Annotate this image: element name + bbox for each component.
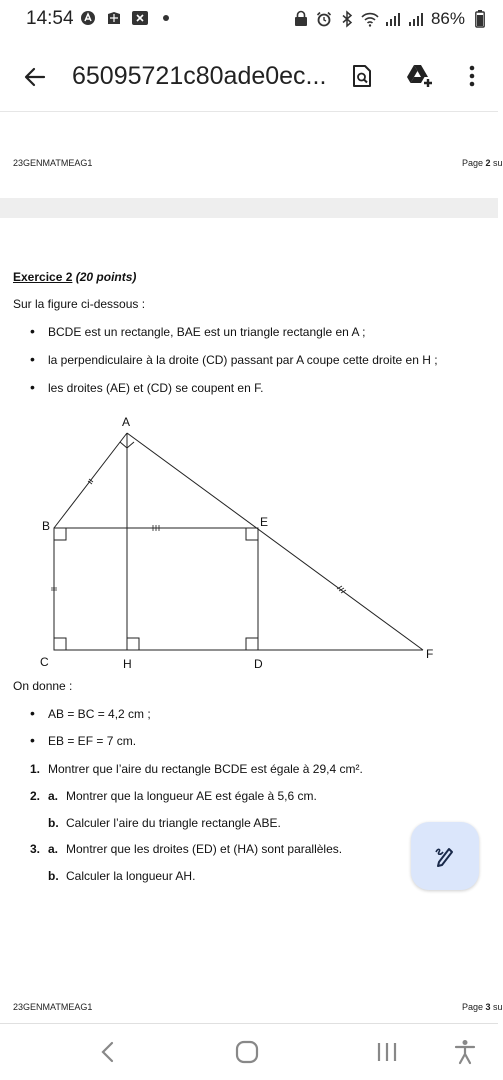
- list-item: • EB = EF = 7 cm.: [30, 732, 137, 748]
- status-right-icons: [293, 9, 488, 29]
- label-a: A: [122, 415, 131, 429]
- nav-back-button[interactable]: [90, 1036, 126, 1068]
- label-f: F: [426, 647, 434, 661]
- nav-home-icon: [235, 1040, 259, 1064]
- more-options-button[interactable]: [455, 59, 489, 93]
- geometry-figure: [0, 408, 498, 673]
- given-intro: On donne :: [13, 679, 73, 693]
- exercise-heading: Exercice 2 (20 points): [13, 270, 137, 284]
- accessibility-button[interactable]: [447, 1036, 483, 1068]
- question-1: 1. Montrer que l’aire du rectangle BCDE est égale à 29,4 cm².: [30, 762, 363, 776]
- page-number-label: Page 2 su: [462, 158, 503, 168]
- intro-text: Sur la figure ci-dessous :: [13, 297, 146, 311]
- label-c: C: [40, 655, 49, 669]
- alarm-icon: [316, 10, 332, 28]
- list-item: • AB = BC = 4,2 cm ;: [30, 705, 151, 721]
- weather-icon: [106, 9, 122, 27]
- status-left-icons: [80, 9, 174, 27]
- right-angle-b: [54, 528, 66, 540]
- drive-add-icon: [405, 63, 435, 89]
- label-e: E: [260, 515, 269, 529]
- label-b: B: [42, 519, 51, 533]
- system-nav-bar: [0, 1023, 498, 1080]
- page-footer-code: 23GENMATMEAG1: [13, 1002, 93, 1012]
- nav-recents-icon: [376, 1041, 398, 1063]
- right-angle-d: [246, 638, 258, 650]
- dot-icon: [158, 9, 174, 27]
- battery-icon: [472, 10, 488, 28]
- list-item: • les droites (AE) et (CD) se coupent en F.: [30, 379, 264, 395]
- page-footer-code: 23GENMATMEAG1: [13, 158, 93, 168]
- back-arrow-icon: [23, 65, 47, 89]
- bluetooth-icon: [339, 10, 355, 28]
- page-separator: [0, 198, 498, 218]
- nav-home-button[interactable]: [229, 1036, 265, 1068]
- wifi-icon: [362, 10, 378, 28]
- ai-icon: [80, 9, 96, 27]
- segment-af: [127, 433, 423, 650]
- search-document-icon: [351, 64, 373, 88]
- question-2a: 2. a. Montrer que la longueur AE est égale à 5,6 cm.: [30, 789, 317, 803]
- accessibility-icon: [454, 1039, 476, 1065]
- status-time: 14:54: [26, 8, 74, 29]
- right-angle-c: [54, 638, 66, 650]
- search-in-document-button[interactable]: [345, 59, 379, 93]
- list-item: • la perpendiculaire à la droite (CD) passant par A coupe cette droite en H ;: [30, 351, 438, 367]
- back-button[interactable]: [18, 60, 52, 94]
- right-angle-e: [246, 528, 258, 540]
- app-bar: [0, 40, 498, 112]
- edit-fab-button[interactable]: [411, 822, 479, 890]
- label-d: D: [254, 657, 263, 671]
- list-item: • BCDE est un rectangle, BAE est un triangle rectangle en A ;: [30, 323, 366, 339]
- signal-icon: [385, 10, 401, 28]
- signal-icon: [408, 10, 424, 28]
- lock-icon: [293, 10, 309, 28]
- document-title: 65095721c80ade0ec...: [72, 62, 327, 90]
- right-angle-h: [127, 638, 139, 650]
- page-number-label: Page 3 su: [462, 1002, 503, 1012]
- label-h: H: [123, 657, 132, 671]
- mail-x-icon: [132, 9, 148, 27]
- status-bar: [0, 0, 498, 40]
- question-3b: b. Calculer la longueur AH.: [48, 869, 196, 883]
- nav-recents-button[interactable]: [369, 1036, 405, 1068]
- add-to-drive-button[interactable]: [403, 59, 437, 93]
- battery-percent: 86%: [430, 9, 465, 28]
- question-3a: 3. a. Montrer que les droites (ED) et (HA) sont parallèles.: [30, 842, 343, 856]
- edit-pen-icon: [431, 842, 459, 870]
- question-2b: b. Calculer l’aire du triangle rectangle ABE.: [48, 816, 281, 830]
- nav-back-icon: [100, 1041, 116, 1063]
- more-vert-icon: [469, 65, 475, 87]
